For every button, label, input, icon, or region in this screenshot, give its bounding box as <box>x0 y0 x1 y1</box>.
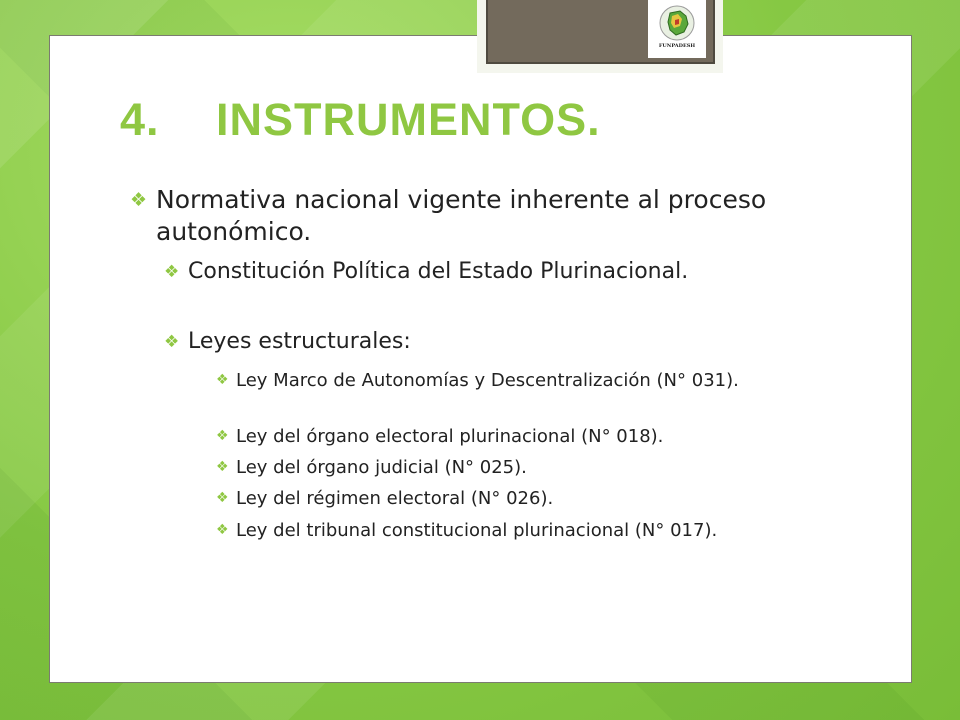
bullet-icon: ❖ <box>130 189 148 211</box>
bullet-icon: ❖ <box>164 332 180 352</box>
list-item-text: Ley del régimen electoral (N° 026). <box>236 488 554 509</box>
list-item <box>164 328 804 356</box>
logo-text: FUNPADESH <box>658 43 696 49</box>
list-item <box>130 184 810 248</box>
bullet-icon: ❖ <box>216 372 229 388</box>
bullet-icon: ❖ <box>216 522 229 538</box>
list-item <box>216 519 806 542</box>
bullet-icon: ❖ <box>164 262 180 282</box>
list-item <box>216 456 806 479</box>
list-item <box>216 425 806 448</box>
bullet-icon: ❖ <box>216 428 229 444</box>
bolivia-map-logo-icon <box>658 4 696 42</box>
list-item <box>164 258 804 286</box>
page-title <box>120 94 601 146</box>
list-item <box>216 369 806 392</box>
title-text: INSTRUMENTOS. <box>216 94 601 145</box>
bullet-icon: ❖ <box>216 459 229 475</box>
list-item-text: Ley del tribunal constitucional plurinacional (N° 017). <box>236 520 718 541</box>
title-number: 4. <box>120 94 160 145</box>
list-item-text: Normativa nacional vigente inherente al proceso autonómico. <box>156 185 767 246</box>
list-item-text: Ley Marco de Autonomías y Descentralización (N° 031). <box>236 370 739 391</box>
list-item-text: Leyes estructurales: <box>188 329 411 354</box>
list-item <box>216 487 806 510</box>
list-item-text: Constitución Política del Estado Plurinacional. <box>188 259 689 284</box>
list-item-text: Ley del órgano electoral plurinacional (N° 018). <box>236 426 664 447</box>
bullet-icon: ❖ <box>216 490 229 506</box>
logo <box>648 0 706 58</box>
list-item-text: Ley del órgano judicial (N° 025). <box>236 457 527 478</box>
